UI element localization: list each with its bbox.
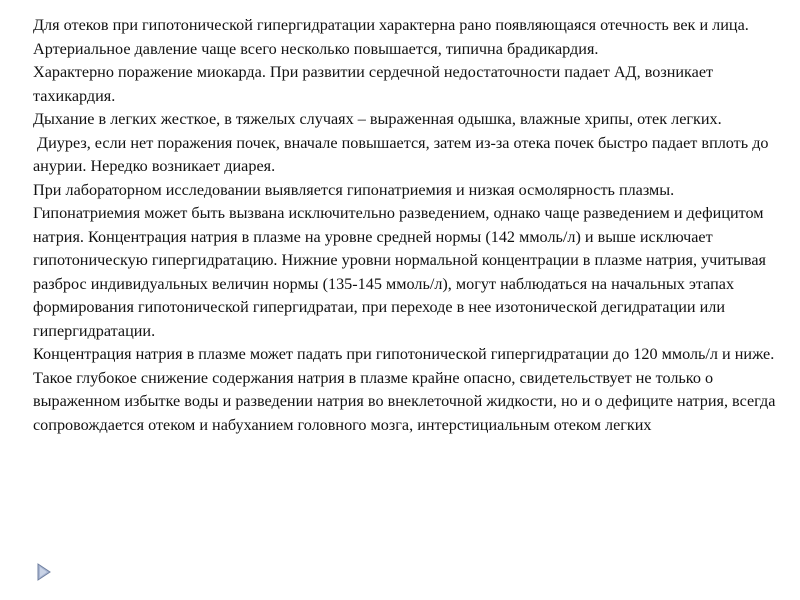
slide-text-body <box>33 14 778 437</box>
paragraph-lab-findings: При лабораторном исследовании выявляется гипонатриемия и низкая осмолярность плазмы. <box>33 180 675 199</box>
paragraph-edema: Для отеков при гипотонической гипергидратации характерна рано появляющаяся отечность век и лица. <box>33 16 749 34</box>
paragraph-diuresis: Диурез, если нет поражения почек, вначале повышается, затем из-за отека почек быстро падает вплоть до анурии. Нередко возникает диарея. <box>33 133 773 175</box>
paragraph-sodium-concentration: Концентрация натрия в плазме может падать при гипотонической гипергидратации до 120 ммоль/л и ниже. Такое глубокое снижение содержания натрия в плазме крайне опасно, свидетельствует не только о выраженном избытке воды и разведении натрия во внеклеточной жидкости, но и о дефиците натрия, всегда сопровождается отеком и набуханием головного мозга, интерстициальным отеком легких <box>33 345 780 434</box>
paragraph-myocardium: Характерно поражение миокарда. При развитии сердечной недостаточности падает АД, возникает тахикардия. <box>33 63 718 105</box>
paragraph-breathing: Дыхание в легких жесткое, в тяжелых случаях – выраженная одышка, влажные хрипы, отек легких. <box>33 110 722 128</box>
paragraph-blood-pressure: Артериальное давление чаще всего несколько повышается, типична брадикардия. <box>33 39 599 58</box>
paragraph-hyponatremia: Гипонатриемия может быть вызвана исключительно разведением, однако чаще разведением и дефицитом натрия. Концентрация натрия в плазме на уровне средней нормы (142 ммоль/л) и выше исключает гипотоническую гипергидратацию. Нижние уровни нормальной концентрации в плазме натрия, учитывая разброс индивидуальных величин нормы (135-145 ммоль/л), могут наблюдаться на начальных этапах формирования гипотонической гипергидратаи, при переходе в нее изотонической дегидратации или гипергидратации. <box>33 204 771 340</box>
play-triangle-icon[interactable] <box>37 563 51 581</box>
